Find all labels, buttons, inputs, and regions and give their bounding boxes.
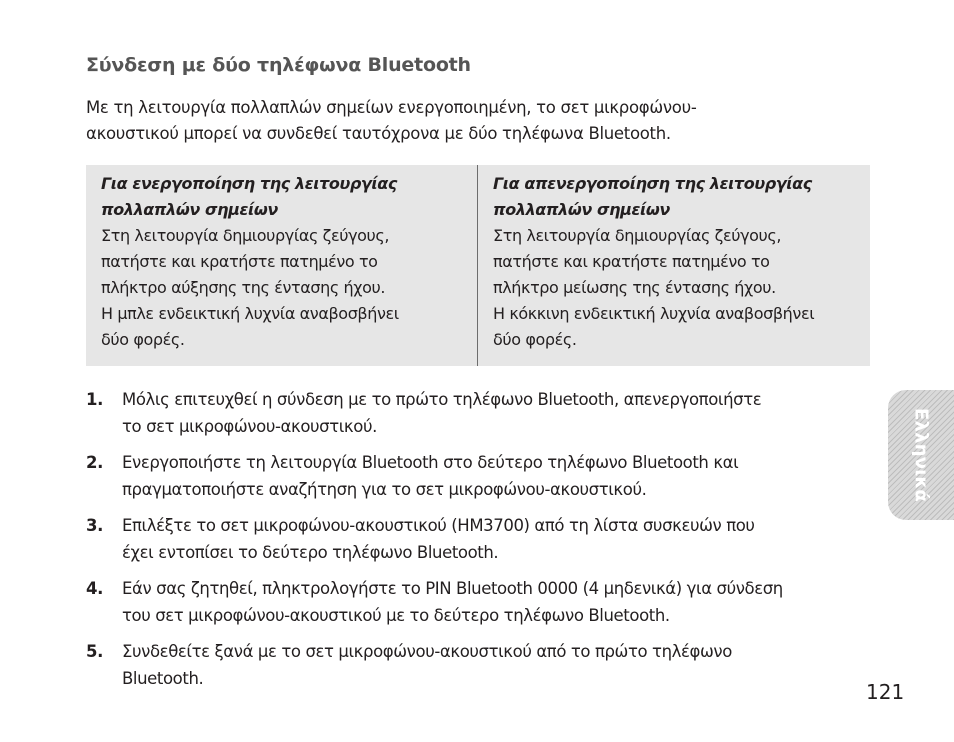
- step-number: 2.: [86, 453, 103, 472]
- enable-body-line: Στη λειτουργία δημιουργίας ζεύγους,: [101, 226, 390, 245]
- step-number: 1.: [86, 390, 103, 409]
- disable-body-line: δύο φορές.: [493, 330, 577, 349]
- step-text-line: πραγματοποιήστε αναζήτηση για το σετ μικροφώνου-ακουστικού.: [122, 480, 647, 499]
- enable-body-line: Η μπλε ενδεικτική λυχνία αναβοσβήνει: [101, 304, 399, 323]
- section-title: Σύνδεση με δύο τηλέφωνα Bluetooth: [86, 54, 471, 76]
- disable-heading-line: Για απενεργοποίηση της λειτουργίας: [493, 174, 812, 193]
- step-text-line: έχει εντοπίσει το δεύτερο τηλέφωνο Bluetooth.: [122, 543, 499, 562]
- language-tab: [888, 390, 954, 520]
- intro-paragraph: [86, 95, 806, 147]
- disable-body-line: πλήκτρο μείωσης της έντασης ήχου.: [493, 278, 776, 297]
- page-number: 121: [866, 680, 905, 704]
- enable-heading-line: Για ενεργοποίηση της λειτουργίας: [101, 174, 397, 193]
- disable-body-line: πατήστε και κρατήστε πατημένο το: [493, 252, 770, 271]
- disable-body-line: Η κόκκινη ενδεικτική λυχνία αναβοσβήνει: [493, 304, 815, 323]
- column-divider: [477, 165, 478, 366]
- step-item: [86, 575, 876, 629]
- intro-line: ακουστικού μπορεί να συνδεθεί ταυτόχρονα με δύο τηλέφωνα Bluetooth.: [86, 124, 671, 143]
- enable-body-line: πλήκτρο αύξησης της έντασης ήχου.: [101, 278, 386, 297]
- step-text-line: Bluetooth.: [122, 669, 204, 688]
- step-text-line: Επιλέξτε το σετ μικροφώνου-ακουστικού (HM3700) από τη λίστα συσκευών που: [122, 516, 755, 535]
- step-text-line: το σετ μικροφώνου-ακουστικού.: [122, 417, 377, 436]
- step-text-line: Μόλις επιτευχθεί η σύνδεση με το πρώτο τηλέφωνο Bluetooth, απενεργοποιήστε: [122, 390, 762, 409]
- steps-list: [86, 386, 876, 701]
- enable-body-line: πατήστε και κρατήστε πατημένο το: [101, 252, 378, 271]
- step-text-line: Εάν σας ζητηθεί, πληκτρολογήστε το PIN Bluetooth 0000 (4 μηδενικά) για σύνδεση: [122, 579, 783, 598]
- step-item: [86, 638, 876, 692]
- step-number: 4.: [86, 579, 103, 598]
- intro-line: Με τη λειτουργία πολλαπλών σημείων ενεργοποιημένη, το σετ μικροφώνου-: [86, 98, 697, 117]
- step-item: [86, 386, 876, 440]
- enable-body-line: δύο φορές.: [101, 330, 185, 349]
- step-item: [86, 449, 876, 503]
- step-text-line: του σετ μικροφώνου-ακουστικού με το δεύτερο τηλέφωνο Bluetooth.: [122, 606, 670, 625]
- disable-multipoint-column: [493, 171, 865, 353]
- step-number: 3.: [86, 516, 103, 535]
- enable-multipoint-column: [101, 171, 461, 353]
- enable-heading-line: πολλαπλών σημείων: [101, 200, 278, 219]
- disable-body-line: Στη λειτουργία δημιουργίας ζεύγους,: [493, 226, 782, 245]
- step-text-line: Συνδεθείτε ξανά με το σετ μικροφώνου-ακουστικού από το πρώτο τηλέφωνο: [122, 642, 732, 661]
- language-tab-label: Ελληνικά: [910, 408, 932, 502]
- multipoint-table: [86, 165, 870, 366]
- step-text-line: Ενεργοποιήστε τη λειτουργία Bluetooth στο δεύτερο τηλέφωνο Bluetooth και: [122, 453, 739, 472]
- step-item: [86, 512, 876, 566]
- disable-heading-line: πολλαπλών σημείων: [493, 200, 670, 219]
- step-number: 5.: [86, 642, 103, 661]
